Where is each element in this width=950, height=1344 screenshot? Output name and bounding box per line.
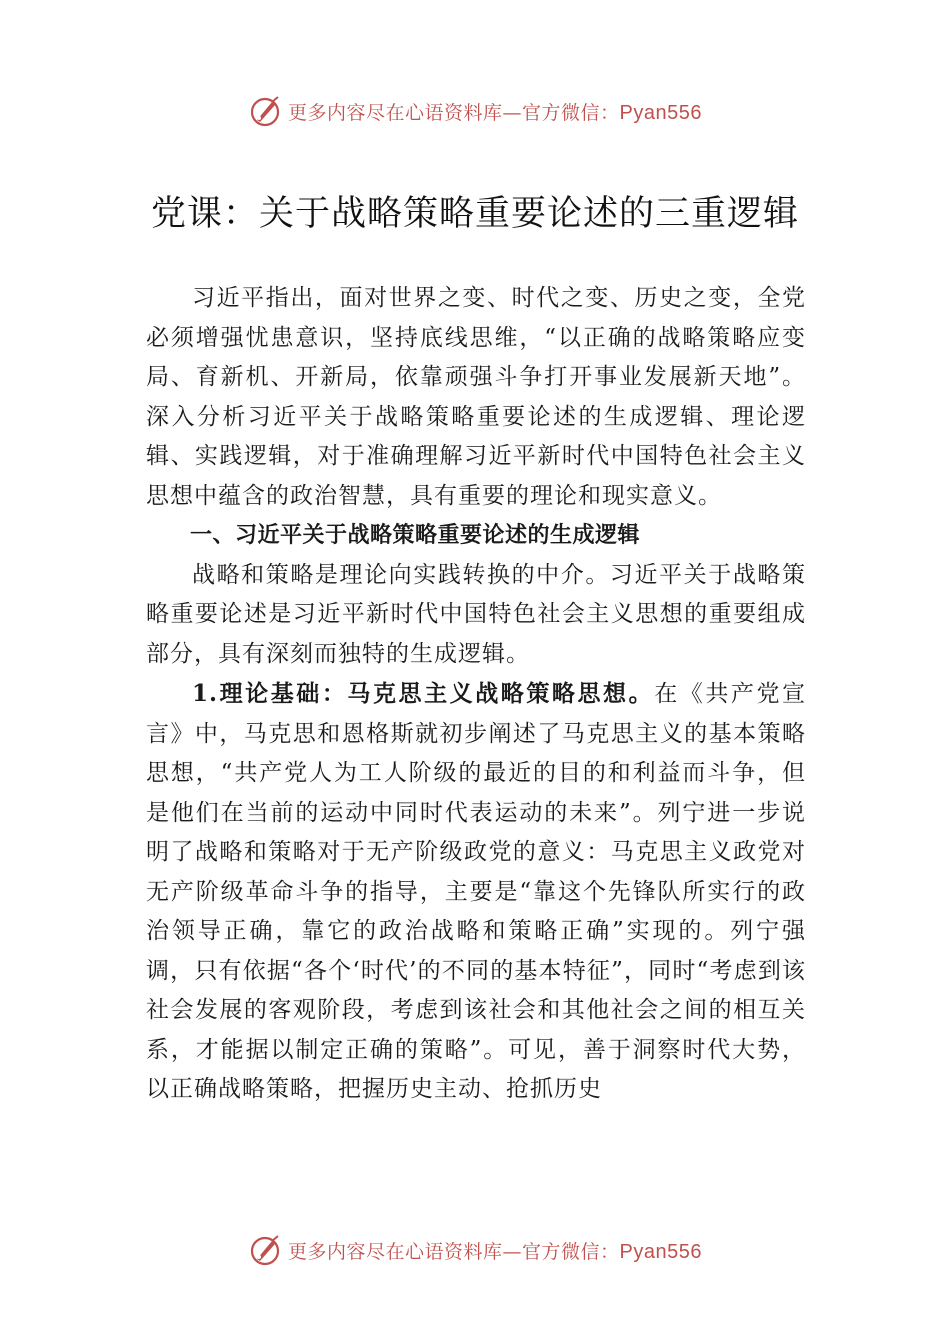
point-paragraph — [146, 674, 806, 1110]
document-body — [146, 279, 806, 1110]
page-title: 党课：关于战略策略重要论述的三重逻辑 — [150, 194, 799, 234]
quill-seal-icon — [248, 94, 282, 128]
intro-paragraph: 习近平指出，面对世界之变、时代之变、历史之变，全党必须增强忧患意识，坚持底线思维，“以正确的战略策略应变局、育新机、开新局，依靠顽强斗争打开事业发展新天地”。深入分析习近平关于战略策略重要论述的生成逻辑、理论逻辑、实践逻辑，对于准确理解习近平新时代中国特色社会主义思想中蕴含的政治智慧，具有重要的理论和现实意义。 — [146, 285, 806, 509]
watermark-text: 更多内容尽在心语资料库—官方微信：Pyan556 — [288, 101, 702, 124]
header-watermark — [0, 94, 950, 128]
point-lead: 1.理论基础：马克思主义战略策略思想。 — [192, 680, 655, 707]
section-intro-paragraph: 战略和策略是理论向实践转换的中介。习近平关于战略策略重要论述是习近平新时代中国特色社会主义思想的重要组成部分，具有深刻而独特的生成逻辑。 — [146, 561, 806, 667]
point-body: 在《共产党宣言》中，马克思和恩格斯就初步阐述了马克思主义的基本策略思想，“共产党人为工人阶级的最近的目的和利益而斗争，但是他们在当前的运动中同时代表运动的未来”。列宁进一步说明了战略和策略对于无产阶级政党的意义：马克思主义政党对无产阶级革命斗争的指导，主要是“靠这个先锋队所实行的政治领导正确，靠它的政治战略和策略正确”实现的。列宁强调，只有依据“各个‘时代’的不同的基本特征”，同时“考虑到该社会发展的客观阶段，考虑到该社会和其他社会之间的相互关系，才能据以制定正确的策略”。可见，善于洞察时代大势，以正确战略策略，把握历史主动、抢抓历史 — [146, 681, 807, 1102]
footer-watermark — [0, 1233, 950, 1267]
quill-seal-icon — [248, 1233, 282, 1267]
section-heading: 一、习近平关于战略策略重要论述的生成逻辑 — [190, 523, 641, 548]
watermark-text: 更多内容尽在心语资料库—官方微信：Pyan556 — [288, 1240, 702, 1263]
